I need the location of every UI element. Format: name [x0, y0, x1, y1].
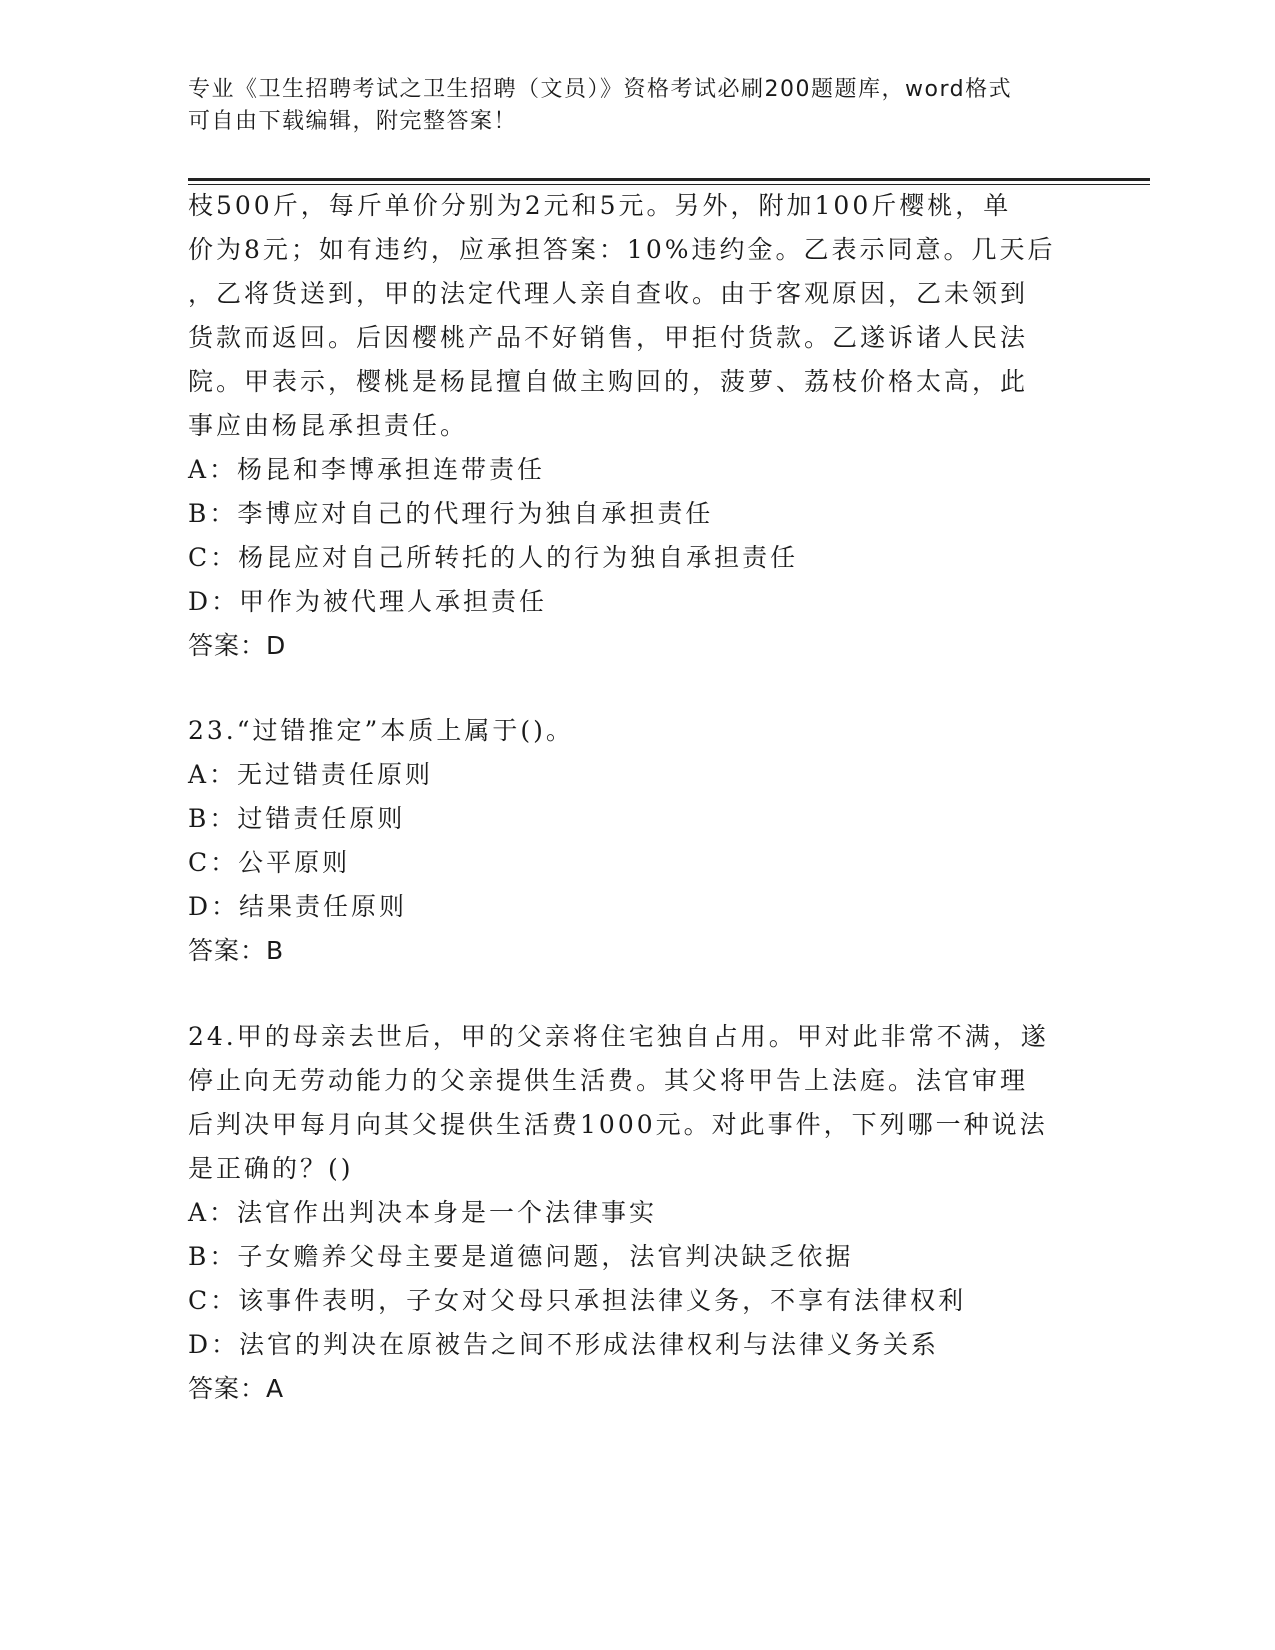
q22-text-line-1: 枝500斤，每斤单价分别为2元和5元。另外，附加100斤樱桃，单 [188, 191, 1012, 220]
q23-answer: 答案：B [188, 936, 285, 965]
header-title-line-1: 专业《卫生招聘考试之卫生招聘（文员）》资格考试必刷200题题库，word格式 [188, 77, 1013, 102]
q22-text-line-5: 院。甲表示，樱桃是杨昆擅自做主购回的，菠萝、荔枝价格太高，此 [188, 367, 1029, 396]
q22-text-line-6: 事应由杨昆承担责任。 [188, 411, 469, 440]
q22-option-a: A：杨昆和李博承担连带责任 [188, 455, 546, 484]
q22-option-b: B：李博应对自己的代理行为独自承担责任 [188, 499, 714, 528]
header-divider-thin [188, 184, 1150, 185]
q23-option-c: C：公平原则 [188, 848, 351, 877]
q24-option-c: C：该事件表明，子女对父母只承担法律义务，不享有法律权利 [188, 1286, 967, 1315]
q24-question-line-4: 是正确的？() [188, 1154, 354, 1183]
q23-option-d: D：结果责任原则 [188, 892, 408, 921]
q24-question-line-3: 后判决甲每月向其父提供生活费1000元。对此事件，下列哪一种说法 [188, 1110, 1048, 1139]
header-divider-thick [188, 178, 1150, 181]
q24-option-d: D：法官的判决在原被告之间不形成法律权利与法律义务关系 [188, 1330, 940, 1359]
document-header [188, 74, 1068, 138]
q24-option-a: A：法官作出判决本身是一个法律事实 [188, 1198, 658, 1227]
q24-question-line-1: 24.甲的母亲去世后，甲的父亲将住宅独自占用。甲对此非常不满，遂 [188, 1022, 1049, 1051]
header-title-line-2: 可自由下载编辑，附完整答案！ [188, 109, 518, 134]
q22-answer: 答案：D [188, 631, 287, 660]
q23-option-a: A：无过错责任原则 [188, 760, 434, 789]
q22-option-c: C：杨昆应对自己所转托的人的行为独自承担责任 [188, 543, 799, 572]
q24-option-b: B：子女赡养父母主要是道德问题，法官判决缺乏依据 [188, 1242, 854, 1271]
q22-text-line-3: ，乙将货送到，甲的法定代理人亲自查收。由于客观原因，乙未领到 [188, 279, 1029, 308]
q22-text-line-4: 货款而返回。后因樱桃产品不好销售，甲拒付货款。乙遂诉诸人民法 [188, 323, 1029, 352]
q23-question: 23.“过错推定”本质上属于()。 [188, 716, 574, 745]
q22-option-d: D：甲作为被代理人承担责任 [188, 587, 548, 616]
q24-answer: 答案：A [188, 1374, 285, 1403]
q22-text-line-2: 价为8元；如有违约，应承担答案：10%违约金。乙表示同意。几天后 [188, 235, 1056, 264]
q23-option-b: B：过错责任原则 [188, 804, 406, 833]
q24-question-line-2: 停止向无劳动能力的父亲提供生活费。其父将甲告上法庭。法官审理 [188, 1066, 1029, 1095]
